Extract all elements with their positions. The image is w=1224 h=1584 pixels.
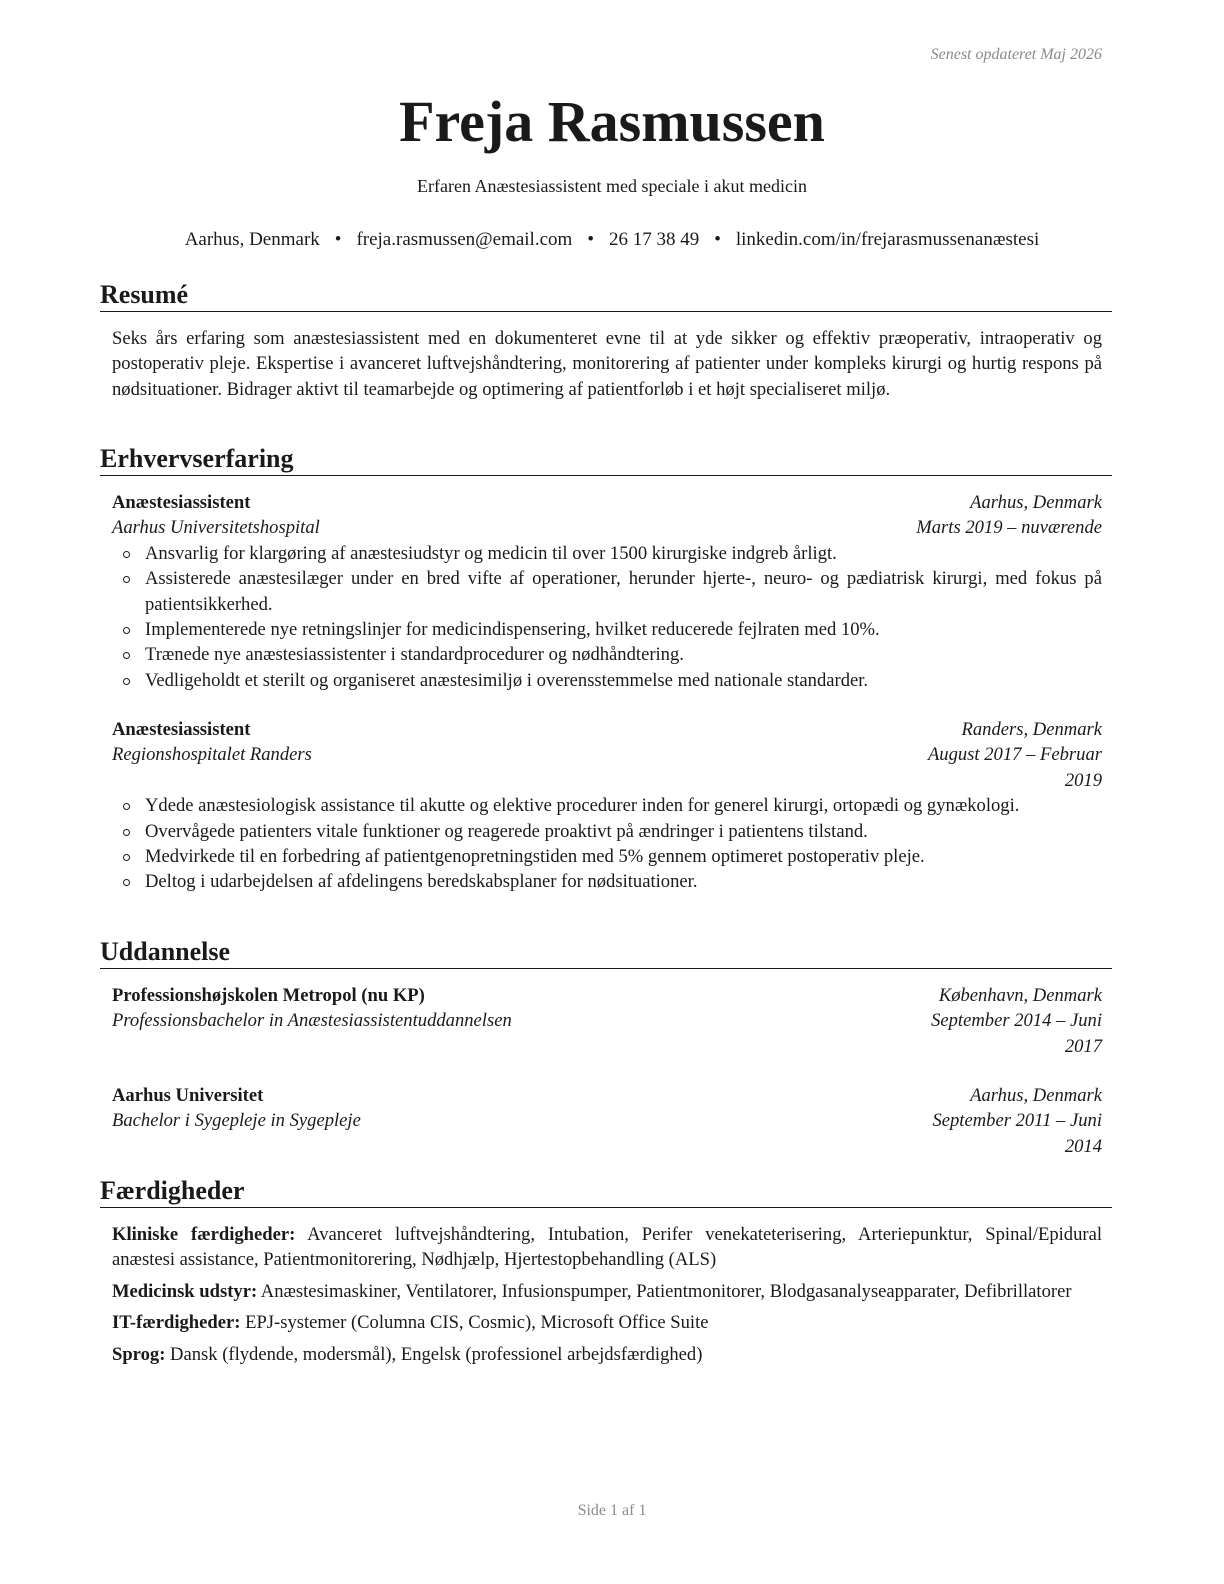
job-entry [112,490,1102,693]
job-bullet: Trænede nye anæstesiassistenter i standardprocedurer og nødhåndtering. [112,642,1102,667]
education-location: Aarhus, Denmark [970,1085,1102,1106]
contact-email-link[interactable]: freja.rasmussen@email.com [356,229,573,250]
section-title-education: Uddannelse [100,937,1112,969]
job-role: Anæstesiassistent [112,492,251,513]
separator-dot: • [334,229,342,250]
skill-value: Anæstesimaskiner, Ventilatorer, Infusionspumper, Patientmonitorer, Blodgasanalyseapparater, Defibrillatorer [260,1280,1072,1302]
page-number: Side 1 af 1 [577,1502,647,1519]
job-dates-line: 2019 [1064,769,1102,791]
job-role: Anæstesiassistent [112,719,251,740]
tagline: Erfaren Anæstesiassistent med speciale i akut medicin [417,176,807,196]
education-dates [931,1008,1102,1059]
skill-row [112,1342,1102,1367]
skill-row [112,1310,1102,1335]
skill-label: Medicinsk udstyr: [112,1280,258,1302]
job-employer: Regionshospitalet Randers [112,744,312,766]
skill-value: EPJ-systemer (Columna CIS, Cosmic), Microsoft Office Suite [245,1312,709,1334]
education-school: Professionshøjskolen Metropol (nu KP) [112,985,425,1006]
job-bullet: Ydede anæstesiologisk assistance til akutte og elektive procedurer inden for generel kirurgi, ortopædi og gynækologi. [112,793,1102,818]
job-bullet: Overvågede patienters vitale funktioner og reagerede proaktivt på ændringer i patientens tilstand. [112,819,1102,844]
job-bullet: Vedligeholdt et sterilt og organiseret anæstesimiljø i overensstemmelse med nationale standarder. [112,668,1102,693]
section-title-experience: Erhvervserfaring [100,444,1112,476]
section-title-summary: Resumé [100,280,1112,312]
job-bullet: Assisterede anæstesilæger under en bred vifte af operationer, herunder hjerte-, neuro- og pædiatrisk kirurgi, med fokus på patientsikkerhed. [112,566,1102,617]
last-updated-date: Senest opdateret Maj 2026 [930,46,1102,63]
skill-row [112,1279,1102,1304]
job-location: Aarhus, Denmark [970,492,1102,513]
job-bullet: Deltog i udarbejdelsen af afdelingens beredskabsplaner for nødsituationer. [112,869,1102,894]
education-degree: Professionsbachelor in Anæstesiassistentuddannelsen [112,1010,512,1032]
education-dates [932,1108,1102,1159]
job-bullet: Medvirkede til en forbedring af patientgenopretningstiden med 5% gennem optimeret postoperativ pleje. [112,844,1102,869]
contact-phone: 26 17 38 49 [608,229,700,250]
skill-label: Kliniske færdigheder: [112,1224,296,1245]
job-bullet-list [112,541,1102,693]
job-dates: Marts 2019 – nuværende [916,517,1102,539]
separator-dot: • [714,229,721,250]
skill-value: Avanceret luftvejshåndtering, Intubation, Perifer venekateterisering, Arteriepunktur, Spinal/Epidural anæstesi assistance, Patientmonitorering, Nødhjælp, Hjertestopbehandling (ALS) [112,1224,1102,1271]
education-dates-line: 2017 [1064,1035,1102,1057]
skills-list [112,1222,1102,1373]
education-dates-line: September 2014 – Juni [931,1010,1102,1032]
job-employer: Aarhus Universitetshospital [112,517,320,539]
job-bullet-list [112,793,1102,895]
candidate-name: Freja Rasmussen [399,89,825,154]
job-bullet: Ansvarlig for klargøring af anæstesiudstyr og medicin til over 1500 kirurgiske indgreb årligt. [112,541,1102,566]
job-entry [112,717,1102,895]
education-entry [112,1083,1102,1159]
education-location: København, Denmark [938,985,1102,1006]
job-dates-line: August 2017 – Februar [927,744,1102,766]
education-entry [112,983,1102,1059]
skill-label: Sprog: [112,1343,166,1365]
section-title-skills: Færdigheder [100,1176,1112,1208]
job-bullet: Implementerede nye retningslinjer for medicindispensering, hvilket reducerede fejlraten med 10%. [112,617,1102,642]
education-dates-line: September 2011 – Juni [932,1110,1102,1132]
education-school: Aarhus Universitet [112,1085,264,1106]
skill-label: IT-færdigheder: [112,1312,241,1334]
contact-line [0,229,1224,251]
education-dates-line: 2014 [1064,1135,1102,1157]
education-degree: Bachelor i Sygepleje in Sygepleje [112,1110,361,1132]
contact-linkedin-link[interactable]: linkedin.com/in/frejarasmussenanæstesi [735,229,1040,250]
skill-value: Dansk (flydende, modersmål), Engelsk (professionel arbejdsfærdighed) [170,1343,703,1365]
skill-row [112,1222,1102,1273]
job-dates [928,742,1102,793]
contact-location: Aarhus, Denmark [184,229,320,250]
job-location: Randers, Denmark [961,719,1102,740]
separator-dot: • [587,229,594,250]
summary-text: Seks års erfaring som anæstesiassistent med en dokumenteret evne til at yde sikker og effektiv præoperativ, intraoperativ og postoperativ pleje. Ekspertise i avanceret luftvejshåndtering, monitorering af patienter under kompleks kirurgi og hurtig respons på nødsituationer. Bidrager aktivt til teamarbejde og optimering af patientforløb i et højt specialiseret miljø. [112,328,1102,400]
